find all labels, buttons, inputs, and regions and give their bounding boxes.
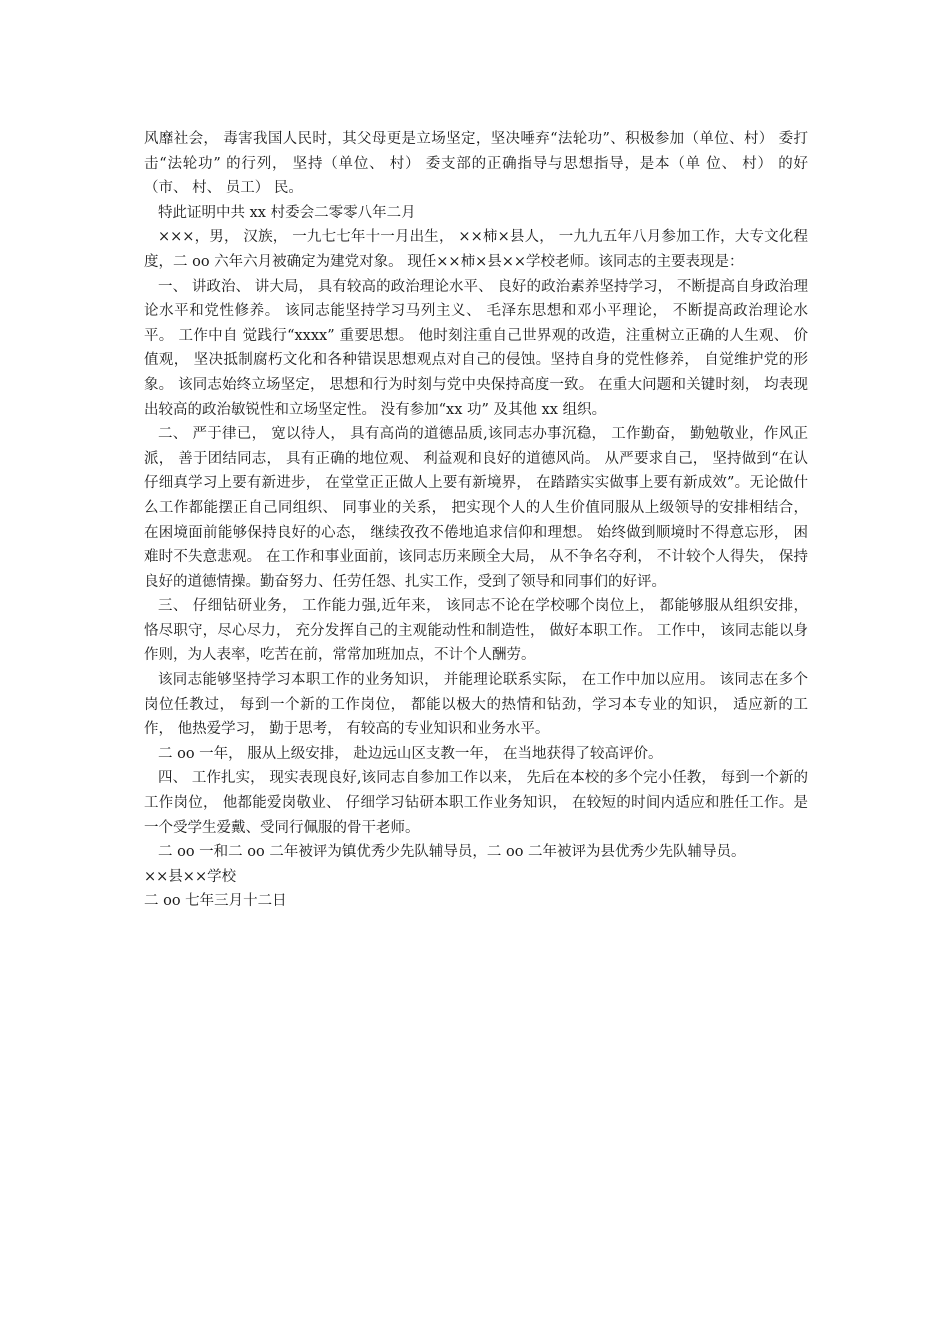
- signature-school: ××县××学校: [144, 868, 237, 885]
- paragraph-section-3: 三、 仔细钻研业务， 工作能力强,近年来， 该同志不论在学校哪个岗位上， 都能够服从组织安排， 恪尽职守，尽心尽力， 充分发挥自己的主观能动性和制造性， 做好本职工作。 工作中， 该同志能以身作则，为人表率，吃苦在前，常常加班加点，不计个人酬劳。: [144, 598, 813, 664]
- paragraph-awards: 二 oo 一和二 oo 二年被评为镇优秀少先队辅导员，二 oo 二年被评为县优秀少先队辅导员。: [158, 844, 746, 861]
- paragraph-1: 风靡社会， 毒害我国人民时，其父母更是立场坚定，坚决唾弃“法轮功”、积极参加（单位、村） 委打击“法轮功” 的行列， 坚持（单位、 村） 委支部的正确指导与思想指导，是本（单 位、 村） 的好（市、 村、 员工） 民。: [144, 131, 808, 197]
- paragraph-study: 该同志能够坚持学习本职工作的业务知识， 并能理论联系实际， 在工作中加以应用。 该同志在多个岗位任教过， 每到一个新的工作岗位， 都能以极大的热情和钻劲，学习本专业的知识， 适应新的工作， 他热爱学习， 勤于思考， 有较高的专业知识和业务水平。: [144, 672, 808, 738]
- paragraph-section-1: 一、 讲政治、 讲大局， 具有较高的政治理论水平、 良好的政治素养坚持学习， 不断提高自身政治理论水平和党性修养。 该同志能坚持学习马列主义、 毛泽东思想和邓小平理论， 不断提高政治理论水平。 工作中自 觉践行“xxxx” 重要思想。 他时刻注重自己世界观的改造，注重树立正确的人生观、 价值观， 坚决抵制腐朽文化和各种错误思想观点对自己的侵蚀。坚持自身的党性修养， 自觉维护党的形象。 该同志始终立场坚定， 思想和行为时刻与党中央保持高度一致。 在重大问题和关键时刻， 均表现出较高的政治敏锐性和立场坚定性。 没有参加“xx 功” 及其他 xx 组织。: [144, 278, 808, 418]
- signature-date: 二 oo 七年三月十二日: [144, 893, 287, 910]
- paragraph-section-4: 四、 工作扎实， 现实表现良好,该同志自参加工作以来， 先后在本校的多个完小任教， 每到一个新的工作岗位， 他都能爱岗敬业、 仔细学习钻研本职工作业务知识， 在较短的时间内适应和胜任工作。是一个受学生爱戴、受同行佩服的骨干老师。: [144, 770, 808, 836]
- paragraph-section-2: 二、 严于律已， 宽以待人， 具有高尚的道德品质,该同志办事沉稳， 工作勤奋， 勤勉敬业，作风正派， 善于团结同志， 具有正确的地位观、 利益观和良好的道德风尚。 从严要求自己， 坚持做到“在认仔细真学习上要有新进步， 在堂堂正正做人上要有新境界， 在踏踏实实做事上要有新成效”。无论做什么工作都能摆正自己同组织、 同事业的关系， 把实现个人的人生价值同服从上级领导的安排相结合， 在困境面前能够保持良好的心态， 继续孜孜不倦地追求信仰和理想。 始终做到顺境时不得意忘形， 困难时不失意悲观。 在工作和事业面前，该同志历来顾全大局， 从不争名夺利， 不计较个人得失， 保持良好的道德情操。勤奋努力、任劳任怨、扎实工作，受到了领导和同事们的好评。: [144, 426, 813, 590]
- document-body: [144, 127, 813, 914]
- paragraph-teaching-support: 二 oo 一年， 服从上级安排， 赴边远山区支教一年， 在当地获得了较高评价。: [158, 745, 663, 762]
- paragraph-personal-info: ×××，男， 汉族， 一九七七年十一月出生， ××柿×县人， 一九九五年八月参加工作，大专文化程度，二 oo 六年六月被确定为建党对象。 现任××柿×县××学校老师。该同志的主要表现是：: [144, 229, 808, 270]
- paragraph-certification: 特此证明中共 xx 村委会二零零八年二月: [158, 204, 416, 221]
